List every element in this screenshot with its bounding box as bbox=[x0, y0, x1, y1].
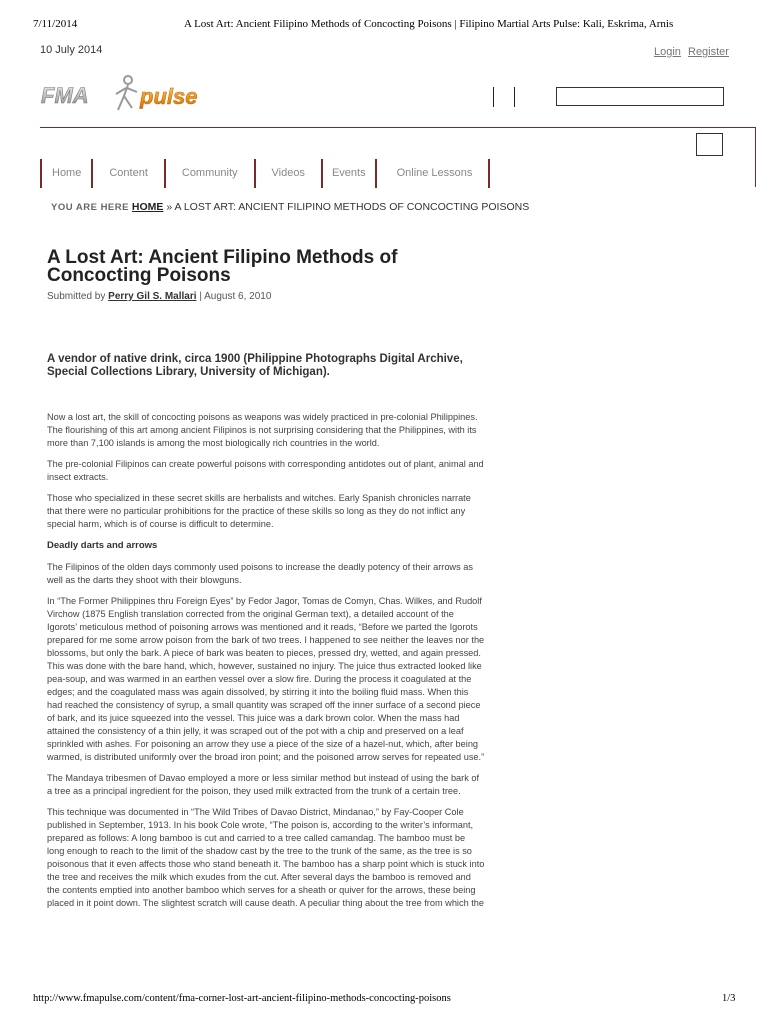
nav-home[interactable]: Home bbox=[52, 167, 82, 179]
logo-text-right: pulse bbox=[140, 84, 198, 109]
print-page-number: 1/3 bbox=[722, 993, 736, 1004]
breadcrumb-home-link[interactable]: HOME bbox=[131, 201, 164, 213]
main-nav bbox=[40, 159, 490, 188]
page-title: A Lost Art: Ancient Filipino Methods of Concocting Poisons bbox=[47, 247, 398, 286]
search-input[interactable] bbox=[556, 87, 724, 106]
site-logo[interactable] bbox=[40, 74, 220, 114]
nav-content[interactable]: Content bbox=[109, 167, 148, 179]
nav-community[interactable]: Community bbox=[181, 167, 238, 179]
article-paragraph: This technique was documented in “The Wild Tribes of Davao District, Mindanao,” by Fay-Cooper Cole published in September, 1913. In his book Cole wrote, “The poison is, according to the writer’s informant, prepared as follows: A long bamboo is cut and carried to a tree called camandag. The bamboo must be long enough to reach to the limit of the shadow cast by the tree to the trunk of the same, as the tree is so poisonous that it even affects those who stand beneath it. The bamboo has a sharp point which is stuck into the tree and receives the milk which exudes from the cut. After several days the bamboo is removed and the contents emptied into another bamboo which serves for a sheath or quiver for the arrows, these being placed in it point down. The slightest scratch will cause death. A peculiar thing about the tree from which the bbox=[47, 807, 485, 908]
print-date: 7/11/2014 bbox=[33, 18, 78, 30]
byline bbox=[47, 291, 271, 302]
nav-separator bbox=[488, 159, 490, 188]
header-divider bbox=[493, 87, 494, 107]
logo-text-left: FMA bbox=[41, 83, 89, 108]
article-body bbox=[47, 411, 485, 918]
nav-events[interactable]: Events bbox=[331, 167, 366, 179]
header-frame-right bbox=[755, 127, 756, 187]
author-link[interactable]: Perry Gil S. Mallari bbox=[108, 291, 197, 302]
register-link[interactable]: Register bbox=[688, 46, 729, 58]
login-link[interactable]: Login bbox=[654, 46, 681, 58]
article-paragraph: In “The Former Philippines thru Foreign Eyes” by Fedor Jagor, Tomas de Comyn, Chas. Wilkes, and Rudolf Virchow (1875 English translation corrected from the original German text), a detailed account of the Igorots’ meticulous method of poisoning arrows was mentioned and it reads, “Before we parted the Igorots prepared for me some arrow poison from the bark of two trees. I happened to see neither the leaves nor the blossoms, but only the bark. A piece of bark was beaten to pieces, pressed dry, wetted, and again pressed. This was done with the bare hand, which, however, sustained no injury. The juice thus extracted looked like pea-soup, and was warmed in an earthen vessel over a slow fire. During the process it coagulated at the edges; and the coagulated mass was again dissolved, by stirring it into the boiling fluid mass. When this had reached the consistency of syrup, a small quantity was scraped off the inner surface of a second piece of bark, and its juice squeezed into the vessel. This juice was a dark brown color. When the mass had attained the consistency of a thin jelly, it was scraped out of the pot with a chip and preserved on a leaf sprinkled with ashes. For poisoning an arrow they use a piece of the size of a hazel-nut, which, after being warmed, is distributed uniformly over the broad iron point; and the poisoned arrow serves for repeated use.” bbox=[47, 596, 485, 762]
header-frame-top bbox=[40, 127, 756, 128]
breadcrumb-current: » A LOST ART: ANCIENT FILIPINO METHODS OF CONCOCTING POISONS bbox=[166, 201, 530, 213]
menu-toggle-button[interactable] bbox=[696, 133, 723, 156]
article-paragraph: The Mandaya tribesmen of Davao employed a more or less similar method but instead of using the bark of a tree as a principal ingredient for the poison, they used milk extracted from the trunk of a certain tree. bbox=[47, 773, 480, 796]
current-date: 10 July 2014 bbox=[40, 44, 103, 56]
nav-online-lessons[interactable]: Online Lessons bbox=[396, 167, 473, 179]
article-paragraph: The pre-colonial Filipinos can create powerful poisons with corresponding antidotes out of plant, animal and insect extracts. bbox=[47, 459, 484, 482]
print-page-title: A Lost Art: Ancient Filipino Methods of Concocting Poisons | Filipino Martial Arts Pulse: Kali, Eskrima, Arnis bbox=[184, 18, 674, 30]
header-divider bbox=[514, 87, 515, 107]
print-url: http://www.fmapulse.com/content/fma-corner-lost-art-ancient-filipino-methods-concocting-poisons bbox=[33, 993, 451, 1004]
article-paragraph: Those who specialized in these secret skills are herbalists and witches. Early Spanish chronicles narrate that there were no particular prohibitions for the practice of these skills so long as they do not inflict any special harm, which is of course is difficult to determine. bbox=[47, 493, 471, 529]
breadcrumb bbox=[51, 201, 529, 213]
nav-videos[interactable]: Videos bbox=[271, 167, 305, 179]
publish-date: | August 6, 2010 bbox=[199, 291, 272, 302]
fighter-figure-icon bbox=[116, 76, 137, 110]
article-paragraph: The Filipinos of the olden days commonly used poisons to increase the deadly potency of their arrows as well as the darts they shoot with their blowguns. bbox=[47, 562, 473, 585]
section-heading: Deadly darts and arrows bbox=[47, 540, 158, 551]
submitted-by-label: Submitted by bbox=[47, 291, 106, 302]
article-paragraph: Now a lost art, the skill of concocting poisons as weapons was widely practiced in pre-colonial Philippines. The flourishing of this art among ancient Filipinos is not surprising considering that the Philippines, with its more than 7,100 islands is among the most biologically rich countries in the world. bbox=[47, 412, 478, 448]
image-caption: A vendor of native drink, circa 1900 (Philippine Photographs Digital Archive, Special Collections Library, University of Michigan). bbox=[47, 353, 463, 378]
breadcrumb-label: YOU ARE HERE bbox=[51, 202, 129, 213]
